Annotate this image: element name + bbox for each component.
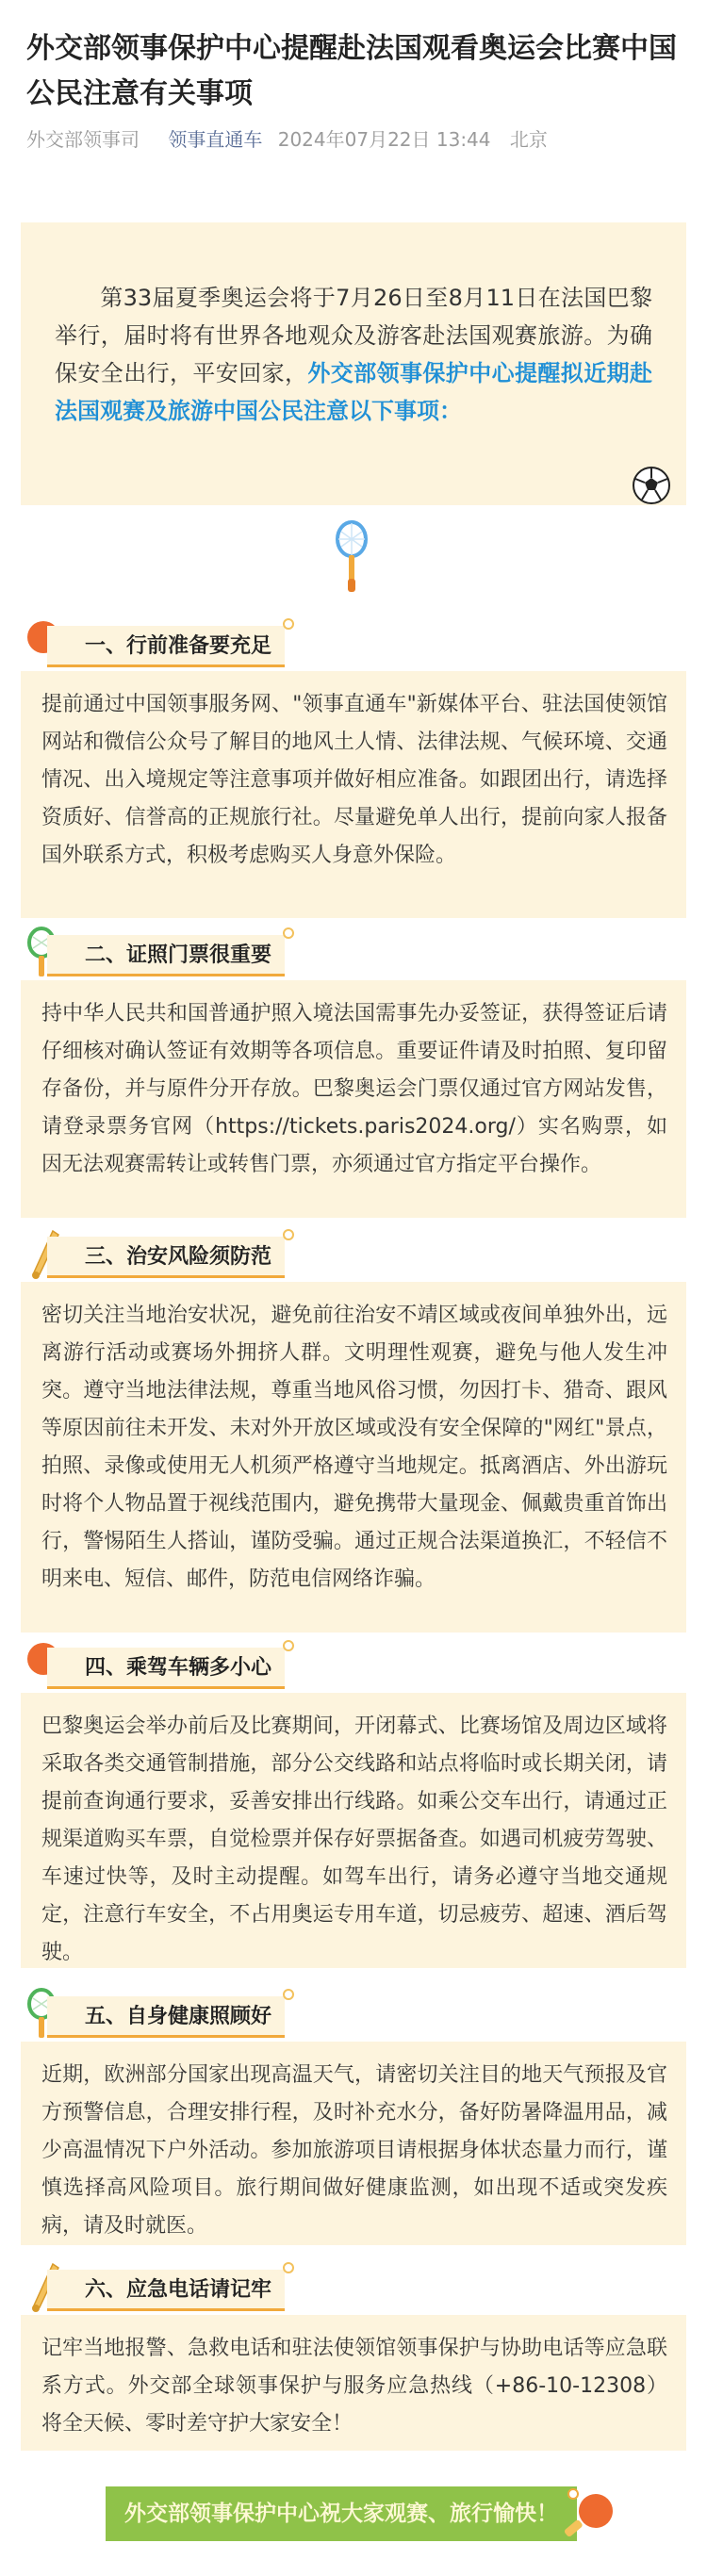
ping-pong-paddle-icon (564, 2483, 620, 2539)
section-body-5: 近期，欧洲部分国家出现高温天气，请密切关注目的地天气预报及官方预警信息，合理安排行程，及时补充水分，备好防暑降温用品，减少高温情况下户外活动。参加旅游项目请根据身体状态量力而行，谨慎选择高风险项目。旅行期间做好健康监测，如出现不适或突发疾病，请及时就医。 (21, 2042, 686, 2245)
section-title: 四、乘驾车辆多小心 (47, 1648, 285, 1689)
intro-highlight: 外交部领事保护中心提醒拟近期赴法国观赛及旅游中国公民注意以下事项： (55, 360, 653, 424)
section-body-1: 提前通过中国领事服务网、"领事直通车"新媒体平台、驻法国使领馆网站和微信公众号了解目的地风土人情、法律法规、气候环境、交通情况、出入境规定等注意事项并做好相应准备。如跟团出行，请选择资质好、信誉高的正规旅行社。尽量避免单人出行，提前向家人报备国外联系方式，积极考虑购买人身意外保险。 (21, 671, 686, 918)
badminton-racket-icon (330, 520, 373, 594)
section-title: 六、应急电话请记牢 (47, 2270, 285, 2311)
section-body-2: 持中华人民共和国普通护照入境法国需事先办妥签证，获得签证后请仔细核对确认签证有效期等各项信息。重要证件请及时拍照、复印留存备份，并与原件分开存放。巴黎奥运会门票仅通过官方网站发售，请登录票务官网（https://tickets.paris2024.org/）实名购票，如因无法观赛需转让或转售门票，亦须通过官方指定平台操作。 (21, 980, 686, 1218)
section-title: 一、行前准备要充足 (47, 626, 285, 667)
article-meta (26, 124, 561, 152)
article-title: 外交部领事保护中心提醒赴法国观看奥运会比赛中国公民注意有关事项 (26, 32, 677, 110)
section-body-3: 密切关注当地治安状况，避免前往治安不靖区域或夜间单独外出，远离游行活动或赛场外拥挤人群。文明理性观赛，避免与他人发生冲突。遵守当地法律法规，尊重当地风俗习惯，勿因打卡、猎奇、跟风等原因前往未开发、未对外开放区域或没有安全保障的"网红"景点，拍照、录像或使用无人机须严格遵守当地规定。抵离酒店、外出游玩时将个人物品置于视线范围内，避免携带大量现金、佩戴贵重首饰出行，警惕陌生人搭讪，谨防受骗。通过正规合法渠道换汇，不轻信不明来电、短信、邮件，防范电信网络诈骗。 (21, 1282, 686, 1633)
intro-text: 第33届夏季奥运会将于7月26日至8月11日在法国巴黎举行，届时将有世界各地观众及游客赴法国观赛旅游。为确保安全出行，平安回家， (55, 285, 652, 386)
section-body-6: 记牢当地报警、急救电话和驻法使领馆领事保护与协助电话等应急联系方式。外交部全球领事保护与服务应急热线（+86-10-12308）将全天候、零时差守护大家安全！ (21, 2315, 686, 2451)
meta-source: 外交部领事司 (26, 128, 140, 151)
section-title: 二、证照门票很重要 (47, 935, 285, 976)
meta-location: 北京 (509, 128, 548, 151)
intro-paragraph (55, 279, 652, 430)
account-link[interactable]: 领事直通车 (168, 128, 263, 151)
section-title: 五、自身健康照顾好 (47, 1996, 285, 2038)
intro-card (21, 222, 686, 505)
soccer-ball-icon (632, 466, 671, 505)
meta-datetime: 2024年07月22日 13:44 (277, 128, 491, 151)
closing-banner: 外交部领事保护中心祝大家观赛、旅行愉快！ (106, 2486, 577, 2541)
section-title: 三、治安风险须防范 (47, 1237, 285, 1278)
section-body-4: 巴黎奥运会举办前后及比赛期间，开闭幕式、比赛场馆及周边区域将采取各类交通管制措施，部分公交线路和站点将临时或长期关闭，请提前查询通行要求，妥善安排出行线路。如乘公交车出行，请通过正规渠道购买车票，自觉检票并保存好票据备查。如遇司机疲劳驾驶、车速过快等，及时主动提醒。如驾车出行，请务必遵守当地交通规定，注意行车安全，不占用奥运专用车道，切忌疲劳、超速、酒后驾驶。 (21, 1693, 686, 1968)
